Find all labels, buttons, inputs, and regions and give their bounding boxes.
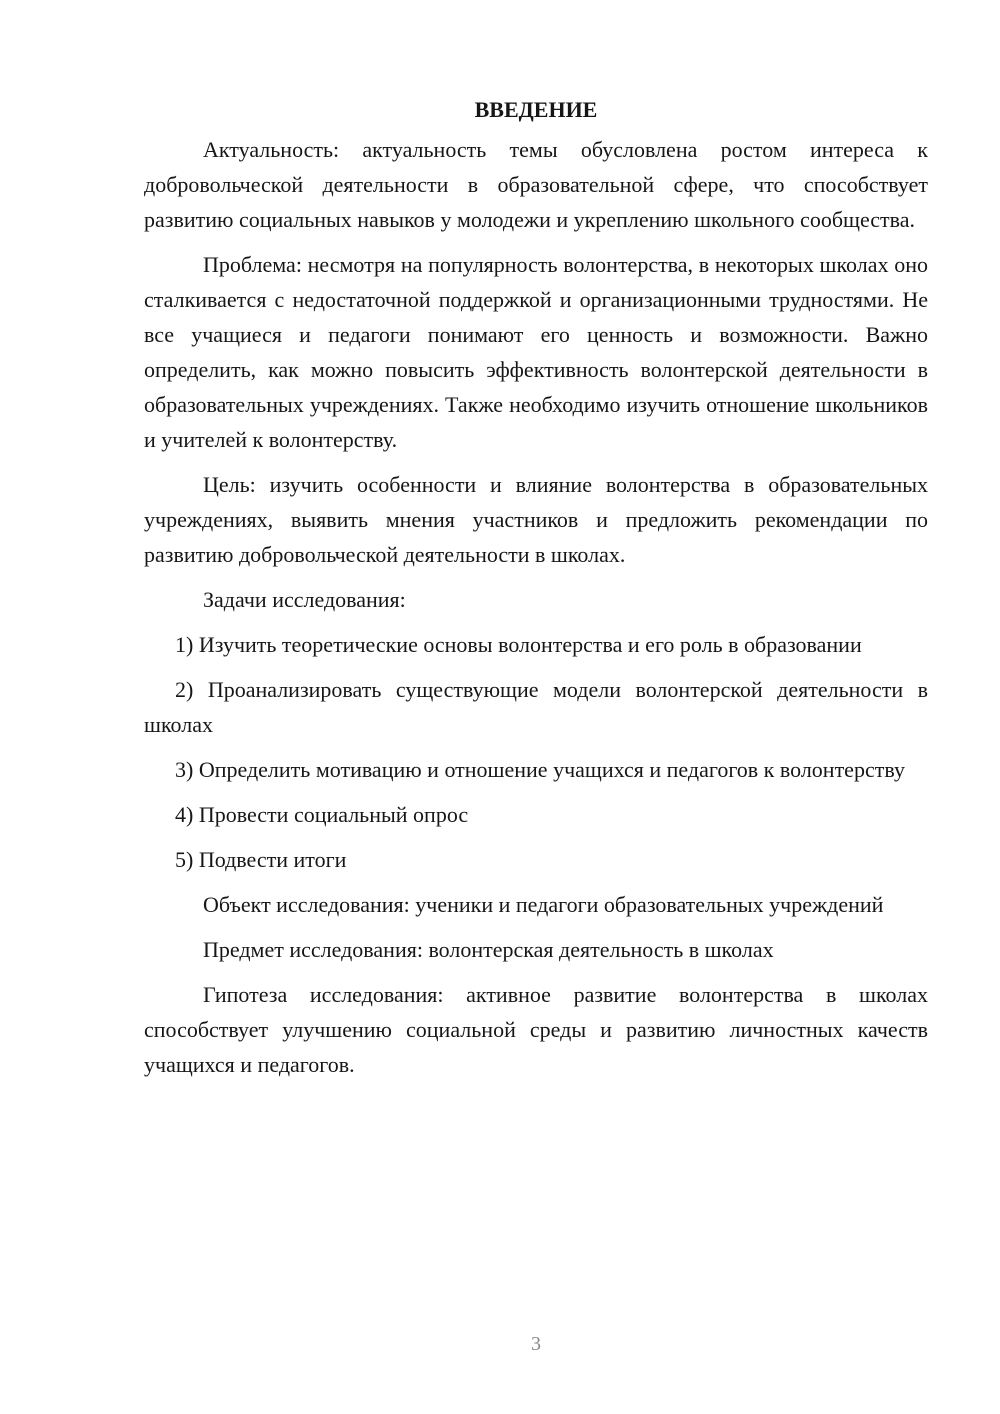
relevance-paragraph: Актуальность: актуальность темы обусловлена ростом интереса к добровольческой деятельности в образовательной сфере, что способствует развитию социальных навыков у молодежи и укреплению школьного сообщества. [144, 137, 928, 232]
document-page [144, 92, 928, 1092]
task-item-1: 1) Изучить теоретические основы волонтерства и его роль в образовании [175, 632, 862, 657]
task-item-3: 3) Определить мотивацию и отношение учащихся и педагогов к волонтерству [175, 757, 905, 782]
goal-paragraph: Цель: изучить особенности и влияние волонтерства в образовательных учреждениях, выявить мнения участников и предложить рекомендации по развитию добровольческой деятельности в школах. [144, 472, 928, 567]
hypothesis-paragraph: Гипотеза исследования: активное развитие волонтерства в школах способствует улучшению социальной среды и развитию личностных качеств учащихся и педагогов. [144, 982, 928, 1077]
task-item-2: 2) Проанализировать существующие модели волонтерской деятельности в школах [144, 677, 928, 737]
subject-paragraph: Предмет исследования: волонтерская деятельность в школах [203, 937, 774, 962]
object-paragraph: Объект исследования: ученики и педагоги образовательных учреждений [203, 892, 884, 917]
tasks-heading: Задачи исследования: [203, 587, 406, 612]
page-number: 3 [531, 1333, 541, 1355]
task-item-4: 4) Провести социальный опрос [175, 802, 469, 827]
problem-paragraph: Проблема: несмотря на популярность волонтерства, в некоторых школах оно сталкивается с недостаточной поддержкой и организационными трудностями. Не все учащиеся и педагоги понимают его ценность и возможности. Важно определить, как можно повысить эффективность волонтерской деятельности в образовательных учреждениях. Также необходимо изучить отношение школьников и учителей к волонтерству. [144, 252, 928, 452]
task-item-5: 5) Подвести итоги [175, 847, 347, 872]
section-title: ВВЕДЕНИЕ [474, 97, 598, 122]
